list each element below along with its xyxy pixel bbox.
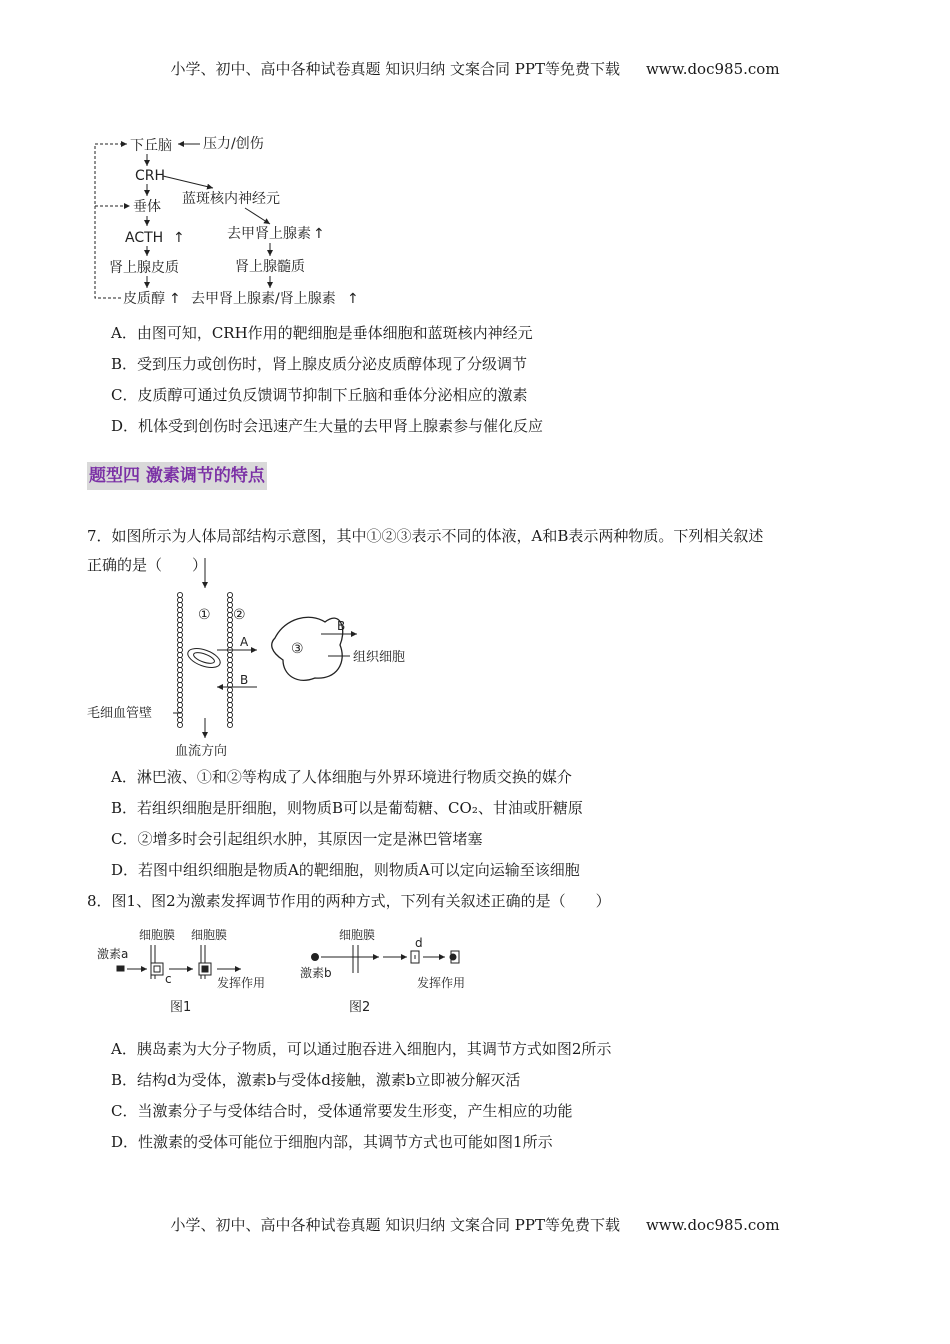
stress-label: 压力/创伤 bbox=[203, 136, 264, 152]
q7-option-d[interactable]: D．若图中组织细胞是物质A的靶细胞，则物质A可以定向运输至该细胞 bbox=[111, 861, 580, 879]
membrane-label-2: 细胞膜 bbox=[191, 928, 228, 942]
hpa-axis-diagram bbox=[85, 128, 385, 313]
c-label: c bbox=[165, 972, 172, 986]
hormone-a-label: 激素a bbox=[97, 947, 129, 961]
footer-url[interactable]: www.doc985.com bbox=[645, 1216, 780, 1234]
q7-option-b[interactable]: B．若组织细胞是肝细胞，则物质B可以是葡萄糖、CO₂、甘油或肝糖原 bbox=[111, 799, 583, 817]
hormone-action-diagram bbox=[95, 925, 485, 1020]
q8-option-d[interactable]: D．性激素的受体可能位于细胞内部，其调节方式也可能如图1所示 bbox=[111, 1133, 553, 1151]
q7-stem-line1: 7．如图所示为人体局部结构示意图，其中①②③表示不同的体液，A和B表示两种物质。下列相关叙述 bbox=[87, 527, 764, 545]
fluid-3-label: ③ bbox=[291, 641, 304, 657]
q8-option-b[interactable]: B．结构d为受体，激素b与受体d接触，激素b立即被分解灭活 bbox=[111, 1071, 521, 1089]
q8-option-c[interactable]: C．当激素分子与受体结合时，受体通常要发生形变，产生相应的功能 bbox=[111, 1102, 573, 1120]
blood-flow-label: 血流方向 bbox=[175, 744, 228, 759]
hormone-b-label: 激素b bbox=[300, 966, 332, 980]
adrenal-medulla-label: 肾上腺髓质 bbox=[235, 259, 305, 275]
section-title: 题型四 激素调节的特点 bbox=[87, 462, 267, 490]
q8-stem: 8．图1、图2为激素发挥调节作用的两种方式，下列有关叙述正确的是（ ） bbox=[87, 892, 611, 910]
q6-option-a[interactable]: A．由图可知，CRH作用的靶细胞是垂体细胞和蓝斑核内神经元 bbox=[111, 324, 533, 342]
locus-label: 蓝斑核内神经元 bbox=[182, 191, 280, 207]
capillary-wall-right bbox=[227, 592, 232, 727]
fig2-label: 图2 bbox=[349, 1000, 371, 1015]
footer-text: 小学、初中、高中各种试卷真题 知识归纳 文案合同 PPT等免费下载 bbox=[170, 1216, 620, 1234]
fluid-1-label: ① bbox=[198, 607, 211, 623]
norepi-epi-label: 去甲肾上腺素/肾上腺素 bbox=[191, 291, 336, 307]
q6-option-c[interactable]: C．皮质醇可通过负反馈调节抑制下丘脑和垂体分泌相应的激素 bbox=[111, 386, 528, 404]
tissue-fluid-diagram bbox=[85, 550, 425, 760]
substance-b-outer-label: B bbox=[337, 619, 346, 633]
norepi-label: 去甲肾上腺素 bbox=[227, 226, 311, 242]
q7-stem-line2: 正确的是（ ） bbox=[87, 556, 208, 574]
page-header bbox=[0, 58, 950, 79]
page-footer bbox=[0, 1214, 950, 1235]
header-text: 小学、初中、高中各种试卷真题 知识归纳 文案合同 PPT等免费下载 bbox=[170, 60, 620, 78]
q7-option-c[interactable]: C．②增多时会引起组织水肿，其原因一定是淋巴管堵塞 bbox=[111, 830, 483, 848]
tissue-cell-label: 组织细胞 bbox=[353, 650, 406, 665]
pituitary-label: 垂体 bbox=[133, 199, 161, 215]
hypothalamus-label: 下丘脑 bbox=[130, 138, 172, 154]
header-url[interactable]: www.doc985.com bbox=[645, 60, 780, 78]
cortisol-label: 皮质醇 bbox=[123, 291, 165, 307]
membrane-label-3: 细胞膜 bbox=[339, 928, 376, 942]
q8-option-a[interactable]: A．胰岛素为大分子物质，可以通过胞吞进入细胞内，其调节方式如图2所示 bbox=[111, 1040, 612, 1058]
crh-label: CRH bbox=[135, 168, 166, 184]
q7-option-a[interactable]: A．淋巴液、①和②等构成了人体细胞与外界环境进行物质交换的媒介 bbox=[111, 768, 572, 786]
norepi-epi-up: ↑ bbox=[347, 291, 359, 307]
effect-label-1: 发挥作用 bbox=[217, 976, 266, 990]
norepi-up: ↑ bbox=[313, 226, 325, 242]
fluid-2-label: ② bbox=[233, 607, 246, 623]
fig1-label: 图1 bbox=[170, 1000, 192, 1015]
cortisol-up: ↑ bbox=[169, 291, 181, 307]
d-label: d bbox=[415, 936, 423, 950]
capillary-wall-left bbox=[177, 592, 182, 727]
acth-label: ACTH bbox=[125, 230, 164, 246]
substance-b-inner-label: B bbox=[240, 673, 249, 687]
substance-a-label: A bbox=[240, 635, 249, 649]
membrane-label-1: 细胞膜 bbox=[139, 928, 176, 942]
capillary-wall-label: 毛细血管壁 bbox=[87, 706, 153, 721]
acth-up: ↑ bbox=[173, 230, 185, 246]
effect-label-2: 发挥作用 bbox=[417, 976, 466, 990]
q6-option-b[interactable]: B．受到压力或创伤时，肾上腺皮质分泌皮质醇体现了分级调节 bbox=[111, 355, 528, 373]
q6-option-d[interactable]: D．机体受到创伤时会迅速产生大量的去甲肾上腺素参与催化反应 bbox=[111, 417, 544, 435]
adrenal-cortex-label: 肾上腺皮质 bbox=[109, 260, 179, 276]
